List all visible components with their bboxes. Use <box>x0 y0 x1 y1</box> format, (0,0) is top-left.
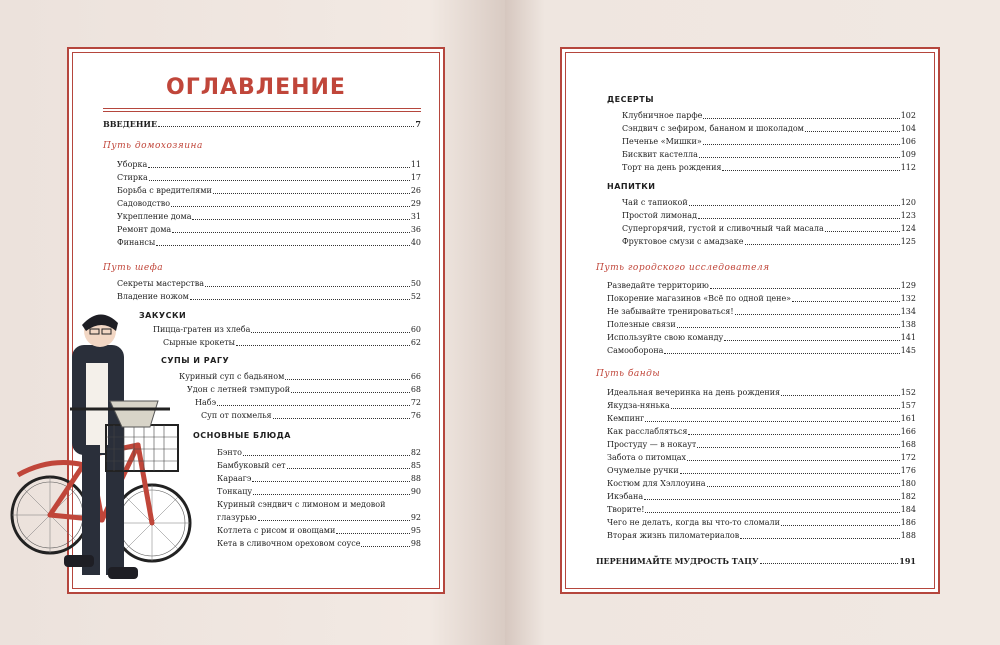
toc-entry[interactable]: Идеальная вечеринка на день рождения 152 <box>607 388 916 397</box>
toc-entry[interactable]: Куриный суп с бадьяном 66 <box>179 372 421 381</box>
toc-entry[interactable]: Удон с летней тэмпурой 68 <box>187 385 421 394</box>
toc-entry[interactable]: Икэбана 182 <box>607 492 916 501</box>
toc-entry[interactable]: Караагэ 88 <box>217 474 421 483</box>
subhead-snacks: ЗАКУСКИ <box>139 311 187 320</box>
toc-entry[interactable]: Кета в сливочном ореховом соусе 98 <box>217 539 421 548</box>
toc-entry[interactable]: Пицца-гратен из хлеба 60 <box>153 325 421 334</box>
toc-entry[interactable]: Секреты мастерства 50 <box>117 279 421 288</box>
toc-entry[interactable]: Забота о питомцах 172 <box>607 453 916 462</box>
toc-entry[interactable]: Очумелые ручки 176 <box>607 466 916 475</box>
toc-entry[interactable]: Не забывайте тренироваться! 134 <box>607 307 916 316</box>
toc-entry[interactable]: Котлета с рисом и овощами 95 <box>217 526 421 535</box>
section-title-chef: Путь шефа <box>103 263 164 273</box>
toc-entry: Куриный сэндвич с лимоном и медовой <box>217 500 386 509</box>
toc-entry[interactable]: Бэнто 82 <box>217 448 421 457</box>
toc-entry[interactable]: Самооборона 145 <box>607 346 916 355</box>
title-divider <box>103 108 421 112</box>
toc-entry-page: 7 <box>415 119 421 129</box>
toc-entry[interactable]: Разведайте территорию 129 <box>607 281 916 290</box>
section-title-homemaker: Путь домохозяина <box>103 141 203 151</box>
toc-entry[interactable]: Бисквит кастелла 109 <box>622 150 916 159</box>
toc-entry[interactable]: Кемпинг 161 <box>607 414 916 423</box>
toc-entry[interactable]: глазурью 92 <box>217 513 421 522</box>
toc-entry[interactable]: Клубничное парфе 102 <box>622 111 916 120</box>
toc-title: ОГЛАВЛЕНИЕ <box>166 75 346 100</box>
toc-entry[interactable]: Простой лимонад 123 <box>622 211 916 220</box>
toc-entry[interactable]: Стирка 17 <box>117 173 421 182</box>
toc-entry[interactable]: Суп от похмелья 76 <box>201 411 421 420</box>
toc-entry-final[interactable] <box>596 556 916 566</box>
toc-entry[interactable]: Сэндвич с зефиром, бананом и шоколадом 104 <box>622 124 916 133</box>
toc-entry[interactable]: Используйте свою команду 141 <box>607 333 916 342</box>
toc-entry[interactable]: Полезные связи 138 <box>607 320 916 329</box>
toc-entry[interactable]: Костюм для Хэллоуина 180 <box>607 479 916 488</box>
toc-entry-intro[interactable] <box>103 119 421 129</box>
toc-entry[interactable]: Бамбуковый сет 85 <box>217 461 421 470</box>
toc-entry[interactable]: Покорение магазинов «Всё по одной цене» 132 <box>607 294 916 303</box>
man-with-bicycle-illustration <box>10 305 200 590</box>
toc-entry[interactable]: Борьба с вредителями 26 <box>117 186 421 195</box>
toc-entry[interactable]: Владение ножом 52 <box>117 292 421 301</box>
toc-entry[interactable]: Тонкацу 90 <box>217 487 421 496</box>
subhead-drinks: НАПИТКИ <box>607 182 656 191</box>
section-title-gang: Путь банды <box>596 369 661 379</box>
toc-entry[interactable]: Печенье «Мишки» 106 <box>622 137 916 146</box>
toc-entry[interactable]: Уборка 11 <box>117 160 421 169</box>
toc-entry[interactable]: Чего не делать, когда вы что-то сломали 186 <box>607 518 916 527</box>
section-title-explorer: Путь городского исследователя <box>596 263 770 273</box>
toc-entry[interactable]: Чай с тапиокой 120 <box>622 198 916 207</box>
toc-entry[interactable]: Фруктовое смузи с амадзаке 125 <box>622 237 916 246</box>
toc-entry[interactable]: Финансы 40 <box>117 238 421 247</box>
toc-entry[interactable]: Вторая жизнь пиломатериалов 188 <box>607 531 916 540</box>
toc-entry[interactable]: Как расслабляться 166 <box>607 427 916 436</box>
toc-entry-label: ПЕРЕНИМАЙТЕ МУДРОСТЬ ТАЦУ <box>596 556 759 566</box>
toc-entry[interactable]: Садоводство 29 <box>117 199 421 208</box>
subhead-main: ОСНОВНЫЕ БЛЮДА <box>193 431 291 440</box>
toc-entry[interactable]: Творите! 184 <box>607 505 916 514</box>
toc-entry[interactable]: Укрепление дома 31 <box>117 212 421 221</box>
toc-entry[interactable]: Сырные крокеты 62 <box>163 338 421 347</box>
subhead-soups: СУПЫ И РАГУ <box>161 356 230 365</box>
toc-entry[interactable]: Якудза-нянька 157 <box>607 401 916 410</box>
toc-entry[interactable]: Ремонт дома 36 <box>117 225 421 234</box>
right-toc-frame <box>560 47 940 594</box>
toc-entry-page: 191 <box>899 556 916 566</box>
toc-entry[interactable]: Торт на день рождения 112 <box>622 163 916 172</box>
toc-entry[interactable]: Набэ 72 <box>195 398 421 407</box>
toc-entry[interactable]: Супергорячий, густой и сливочный чай масала 124 <box>622 224 916 233</box>
toc-entry[interactable]: Простуду — в нокаут 168 <box>607 440 916 449</box>
subhead-desserts: ДЕСЕРТЫ <box>607 95 655 104</box>
toc-entry-label: ВВЕДЕНИЕ <box>103 119 158 129</box>
